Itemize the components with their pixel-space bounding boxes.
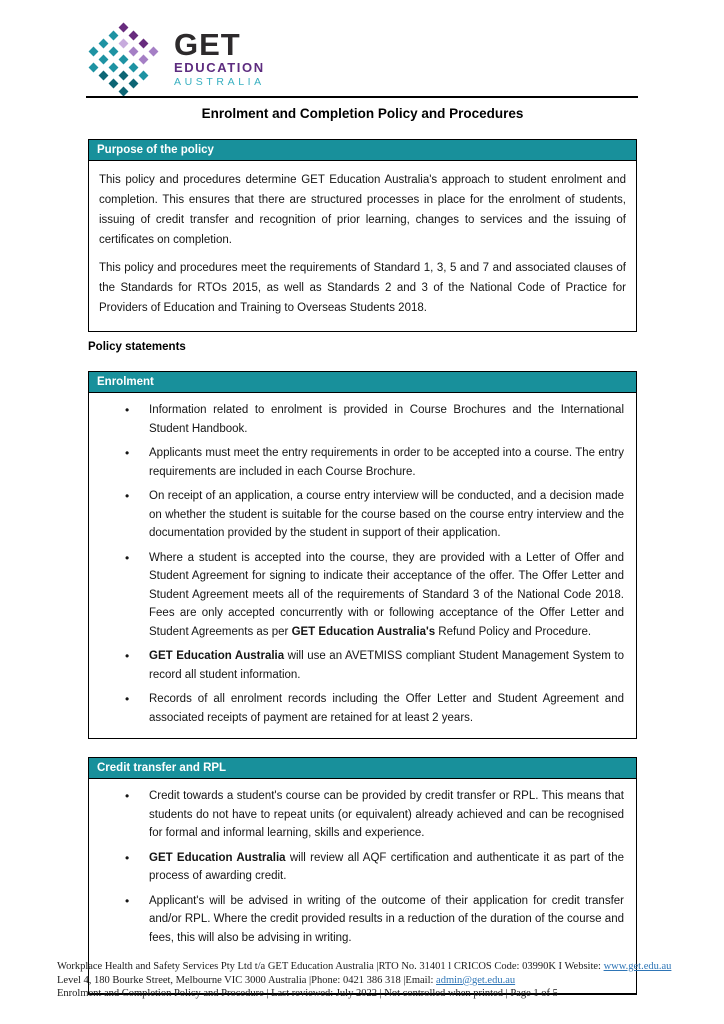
document-body [88, 0, 637, 995]
footer-line-2 [57, 974, 674, 988]
bullet-item: • Information related to enrolment is provided in Course Brochures and the International Student Handbook. [149, 401, 624, 438]
bullet-item: • Records of all enrolment records including the Offer Letter and Student Agreement and associated receipts of payment are retained for at least 2 years. [149, 690, 624, 727]
bullet-item: • Credit towards a student's course can be provided by credit transfer or RPL. This means that students do not have to repeat units (or equivalent) already achieved and can be recognised for formal and informal learning, skills and experience. [149, 787, 624, 843]
footer-line-1 [57, 960, 674, 974]
email-link[interactable]: admin@get.edu.au [436, 974, 516, 986]
bullet-item: • Where a student is accepted into the course, they are provided with a Letter of Offer and Student Agreement for signing to indicate their acceptance of the offer. The Offer Letter and Student Agreement meets all of the requirements of Standard 3 of the National Code 2018. Fees are only accepted concurrently with or following acceptance of the Offer Letter and Student Agreements as per GET Education Australia's Refund Policy and Procedure. [149, 549, 624, 642]
logo-brand-text: GET [174, 27, 241, 62]
bullet-item: • Applicants must meet the entry requirements in order to be accepted into a course. The entry requirements are included in each Course Brochure. [149, 444, 624, 481]
bullet-item: • On receipt of an application, a course entry interview will be conducted, and a decision made on whether the student is suitable for the course based on the course entry interview and the documentation provided by the student in support of their application. [149, 487, 624, 543]
bullet-item: • GET Education Australia will review all AQF certification and authenticate it as part of the process of awarding credit. [149, 849, 624, 886]
footer-line-3: Enrolment and Completion Policy and Procedure | Last reviewed: July 2022 | Not controlled when printed | Page 1 of 5 [57, 988, 558, 999]
section-header-purpose: Purpose of the policy [88, 139, 637, 161]
bullet-item: • Applicant's will be advised in writing of the outcome of their application for credit transfer and/or RPL. Where the credit provided results in a reduction of the duration of the course and fees, this will also be advising in writing. [149, 892, 624, 948]
logo-australia-text: AUSTRALIA [174, 76, 265, 88]
page-title: Enrolment and Completion Policy and Procedures [201, 106, 524, 121]
section-header-enrolment: Enrolment [88, 371, 637, 393]
section-purpose [88, 139, 637, 332]
credit-bullet-list [99, 787, 626, 947]
footer-company-info: Workplace Health and Safety Services Pty Ltd t/a GET Education Australia |RTO No. 31401 l CRICOS Code: 03990K I Website: [57, 961, 604, 972]
footer-address-info: Level 4, 180 Bourke Street, Melbourne VIC 3000 Australia |Phone: 0421 386 318 |Email: [57, 974, 437, 986]
website-link[interactable]: www.get.edu.au [603, 961, 672, 972]
logo-education-text: EDUCATION [174, 60, 265, 75]
enrolment-text-box [88, 393, 637, 739]
policy-paragraph: This policy and procedures meet the requirements of Standard 1, 3, 5 and 7 and associated clauses of the Standards for RTOs 2015, as well as Standards 2 and 3 of the National Code of Practice for Providers of Education and Training to Overseas Students 2018. [99, 262, 626, 314]
enrolment-bullet-list [99, 401, 626, 727]
purpose-text-box [88, 161, 637, 332]
policy-statements-label: Policy statements [88, 341, 186, 353]
section-enrolment [88, 371, 637, 739]
section-header-credit-transfer: Credit transfer and RPL [88, 757, 637, 779]
bullet-item: • GET Education Australia will use an AVETMISS compliant Student Management System to record all student information. [149, 647, 624, 684]
policy-paragraph: This policy and procedures determine GET Education Australia's approach to student enrolment and completion. This ensures that there are structured processes in place for the enrolment of students, issuing of credit transfer and recognition of prior learning, changes to services and the issuing of certificates on completion. [99, 174, 626, 246]
document-footer [57, 960, 674, 1001]
